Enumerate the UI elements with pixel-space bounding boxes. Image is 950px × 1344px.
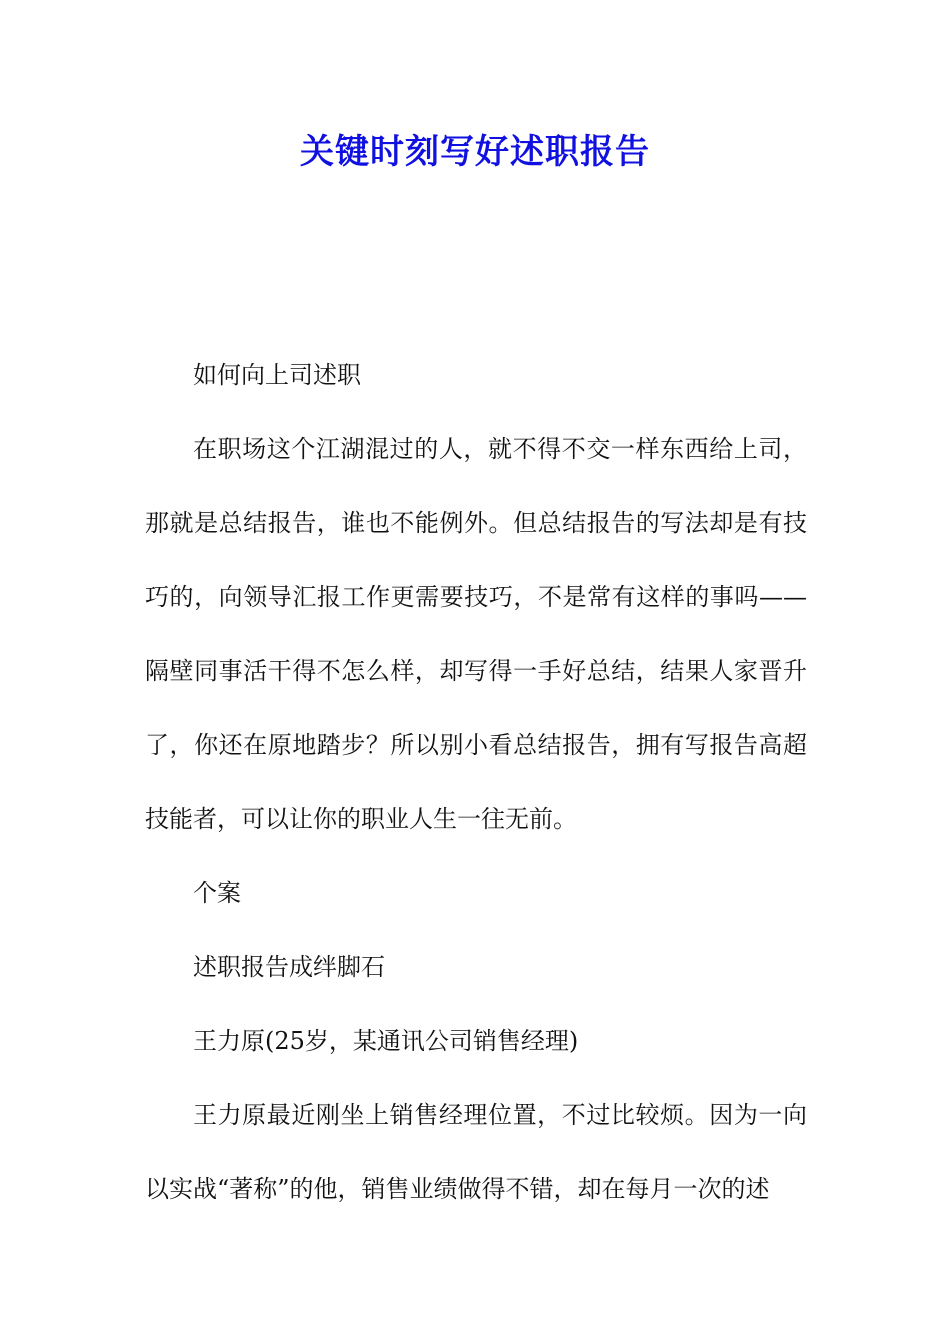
paragraph-case-label: 个案 bbox=[193, 879, 241, 907]
document-body bbox=[145, 338, 807, 1226]
paragraph-heading-how-to-report: 如何向上司述职 bbox=[193, 361, 361, 389]
paragraph-case-title: 述职报告成绊脚石 bbox=[193, 953, 385, 981]
paragraph-case-person: 王力原(25岁，某通讯公司销售经理) bbox=[193, 1027, 579, 1055]
paragraph-case-story: 王力原最近刚坐上销售经理位置，不过比较烦。因为一向以实战“著称”的他，销售业绩做得不错，却在每月一次的述 bbox=[145, 1101, 807, 1203]
document-title: 关键时刻写好述职报告 bbox=[300, 132, 650, 172]
paragraph-intro: 在职场这个江湖混过的人，就不得不交一样东西给上司，那就是总结报告，谁也不能例外。但总结报告的写法却是有技巧的，向领导汇报工作更需要技巧，不是常有这样的事吗——隔壁同事活干得不怎么样，却写得一手好总结，结果人家晋升了，你还在原地踏步？所以别小看总结报告，拥有写报告高超技能者，可以让你的职业人生一往无前。 bbox=[145, 435, 807, 833]
